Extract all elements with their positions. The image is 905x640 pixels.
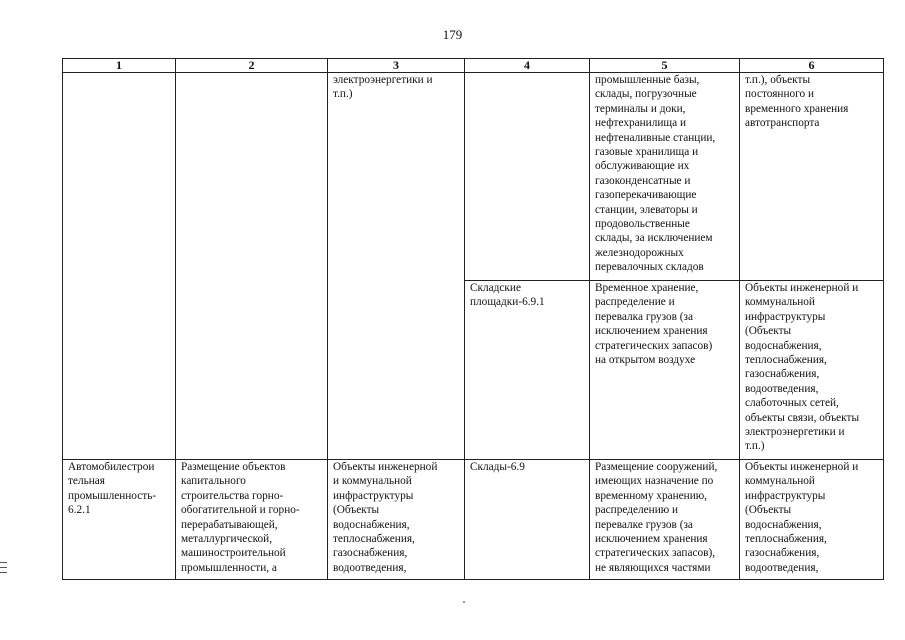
cell-text: Автомобилестрои тельная промышленность- 6.2.1 xyxy=(68,461,157,517)
cell-text: Складские площадки-6.9.1 xyxy=(470,282,545,309)
table-cell xyxy=(740,281,884,460)
column-header-4: 4 xyxy=(465,59,590,73)
table-header-row xyxy=(63,59,884,73)
scan-margin-mark xyxy=(0,562,7,578)
table-cell xyxy=(176,73,328,460)
cell-text: Размещение объектов капитального строительства горно- обогатительной и горно- перерабатывающей, металлургической, машиностроительной промышленности, а xyxy=(181,461,300,574)
table-cell xyxy=(176,460,328,580)
scan-artifact-dot xyxy=(463,601,465,603)
cell-text: Объекты инженерной и коммунальной инфраструктуры (Объекты водоснабжения, теплоснабжения, газоснабжения, водоотведения, xyxy=(333,461,438,574)
table-cell xyxy=(465,460,590,580)
cell-text: Склады-6.9 xyxy=(470,461,525,473)
table-cell xyxy=(63,460,176,580)
column-header-5: 5 xyxy=(590,59,740,73)
table-cell xyxy=(465,281,590,460)
column-header-2: 2 xyxy=(176,59,328,73)
table-cell xyxy=(740,460,884,580)
cell-text: т.п.), объекты постоянного и временного хранения автотранспорта xyxy=(745,74,849,130)
table-cell xyxy=(590,73,740,281)
table-row xyxy=(63,73,884,281)
cell-text: Временное хранение, распределение и перевалка грузов (за исключением хранения стратегических запасов) на открытом воздухе xyxy=(595,282,713,367)
column-header-6: 6 xyxy=(740,59,884,73)
cell-text: Размещение сооружений, имеющих назначение по временному хранению, распределению и перевалке грузов (за исключением хранения стратегических запасов), не являющихся частями xyxy=(595,461,718,574)
table-cell xyxy=(590,460,740,580)
column-header-3: 3 xyxy=(328,59,465,73)
cell-text: промышленные базы, склады, погрузочные терминалы и доки, нефтехранилища и нефтеналивные станции, газовые хранилища и обслуживающие их газоконденсатные и газоперекачивающие станции, элеваторы и продовольственные склады, за исключением железнодорожных перевалочных складов xyxy=(595,74,716,274)
land-use-table xyxy=(62,58,884,580)
page-number: 179 xyxy=(442,27,463,42)
table-cell xyxy=(465,73,590,281)
table-row xyxy=(63,460,884,580)
table-cell xyxy=(740,73,884,281)
cell-text: Объекты инженерной и коммунальной инфраструктуры (Объекты водоснабжения, теплоснабжения, газоснабжения, водоотведения, xyxy=(745,461,859,574)
table-cell xyxy=(63,73,176,460)
table-cell xyxy=(590,281,740,460)
table-cell xyxy=(328,73,465,460)
table-cell xyxy=(328,460,465,580)
cell-text: Объекты инженерной и коммунальной инфраструктуры (Объекты водоснабжения, теплоснабжения, газоснабжения, водоотведения, слаботочных сетей, объекты связи, объекты электроэнергетики и т.п.) xyxy=(745,282,860,453)
column-header-1: 1 xyxy=(63,59,176,73)
cell-text: электроэнергетики и т.п.) xyxy=(333,74,433,101)
